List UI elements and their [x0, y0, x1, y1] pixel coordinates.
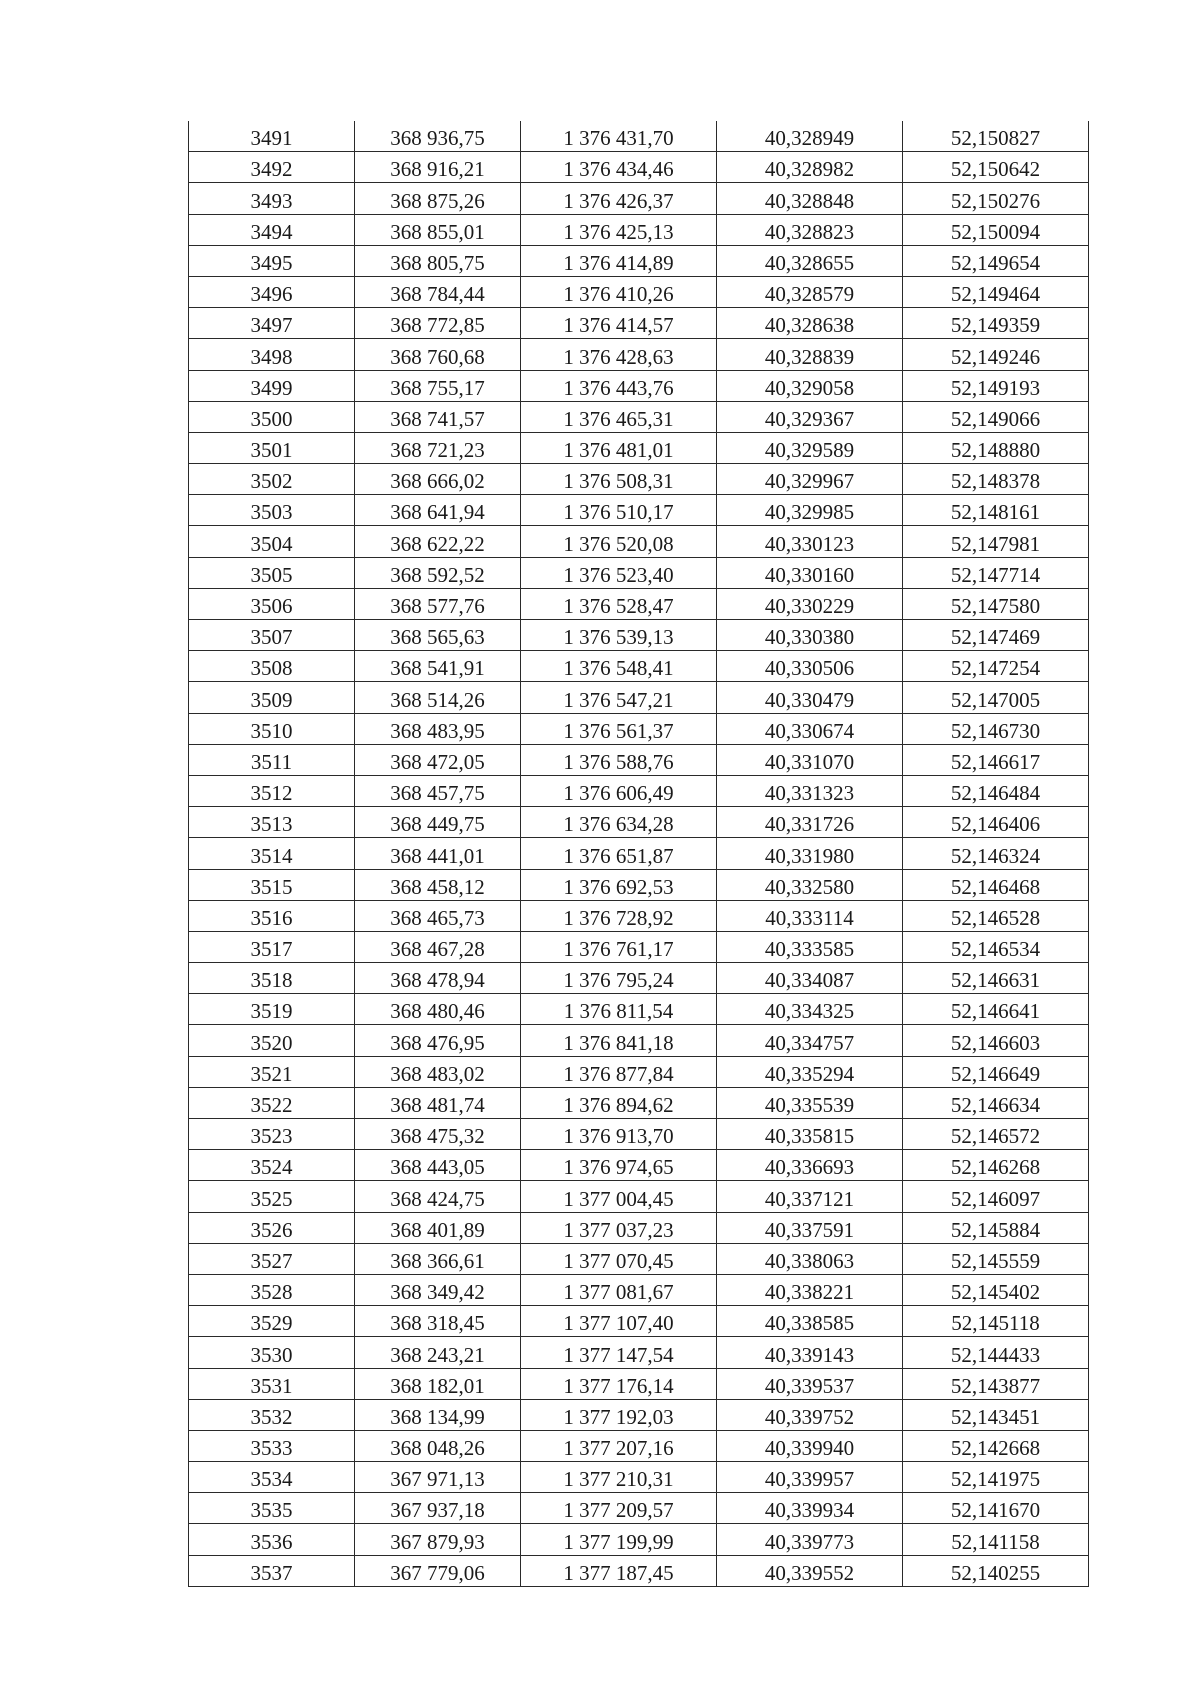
longitude-cell: 52,141158	[903, 1524, 1089, 1555]
y-coordinate-cell: 1 376 434,46	[521, 152, 717, 183]
y-coordinate-cell: 1 376 481,01	[521, 432, 717, 463]
x-coordinate-cell: 368 741,57	[355, 401, 521, 432]
table-row	[189, 963, 1089, 994]
latitude-cell: 40,337591	[717, 1212, 903, 1243]
y-coordinate-cell: 1 376 548,41	[521, 651, 717, 682]
latitude-cell: 40,331726	[717, 807, 903, 838]
y-coordinate-cell: 1 376 508,31	[521, 464, 717, 495]
table-row	[189, 401, 1089, 432]
x-coordinate-cell: 367 879,93	[355, 1524, 521, 1555]
x-coordinate-cell: 368 481,74	[355, 1087, 521, 1118]
latitude-cell: 40,329058	[717, 370, 903, 401]
x-coordinate-cell: 368 457,75	[355, 775, 521, 806]
y-coordinate-cell: 1 376 510,17	[521, 495, 717, 526]
longitude-cell: 52,147005	[903, 682, 1089, 713]
longitude-cell: 52,149654	[903, 245, 1089, 276]
table-row	[189, 557, 1089, 588]
point-number-cell: 3500	[189, 401, 355, 432]
point-number-cell: 3513	[189, 807, 355, 838]
x-coordinate-cell: 368 875,26	[355, 183, 521, 214]
table-row	[189, 1212, 1089, 1243]
latitude-cell: 40,330479	[717, 682, 903, 713]
longitude-cell: 52,146572	[903, 1119, 1089, 1150]
latitude-cell: 40,339143	[717, 1337, 903, 1368]
table-row	[189, 994, 1089, 1025]
longitude-cell: 52,146484	[903, 775, 1089, 806]
y-coordinate-cell: 1 377 147,54	[521, 1337, 717, 1368]
x-coordinate-cell: 368 458,12	[355, 869, 521, 900]
y-coordinate-cell: 1 376 692,53	[521, 869, 717, 900]
y-coordinate-cell: 1 377 037,23	[521, 1212, 717, 1243]
longitude-cell: 52,147254	[903, 651, 1089, 682]
longitude-cell: 52,146634	[903, 1087, 1089, 1118]
x-coordinate-cell: 368 936,75	[355, 121, 521, 152]
x-coordinate-cell: 368 541,91	[355, 651, 521, 682]
longitude-cell: 52,146649	[903, 1056, 1089, 1087]
latitude-cell: 40,339940	[717, 1430, 903, 1461]
point-number-cell: 3501	[189, 432, 355, 463]
x-coordinate-cell: 368 182,01	[355, 1368, 521, 1399]
latitude-cell: 40,335539	[717, 1087, 903, 1118]
latitude-cell: 40,339552	[717, 1555, 903, 1586]
longitude-cell: 52,146097	[903, 1181, 1089, 1212]
longitude-cell: 52,146730	[903, 713, 1089, 744]
latitude-cell: 40,339752	[717, 1399, 903, 1430]
latitude-cell: 40,329367	[717, 401, 903, 432]
longitude-cell: 52,141975	[903, 1462, 1089, 1493]
point-number-cell: 3502	[189, 464, 355, 495]
longitude-cell: 52,145884	[903, 1212, 1089, 1243]
x-coordinate-cell: 368 755,17	[355, 370, 521, 401]
latitude-cell: 40,328982	[717, 152, 903, 183]
y-coordinate-cell: 1 377 199,99	[521, 1524, 717, 1555]
y-coordinate-cell: 1 376 539,13	[521, 620, 717, 651]
point-number-cell: 3514	[189, 838, 355, 869]
longitude-cell: 52,141670	[903, 1493, 1089, 1524]
longitude-cell: 52,149246	[903, 339, 1089, 370]
table-row	[189, 1462, 1089, 1493]
latitude-cell: 40,333114	[717, 900, 903, 931]
y-coordinate-cell: 1 376 414,57	[521, 308, 717, 339]
y-coordinate-cell: 1 377 176,14	[521, 1368, 717, 1399]
latitude-cell: 40,338063	[717, 1243, 903, 1274]
x-coordinate-cell: 368 721,23	[355, 432, 521, 463]
x-coordinate-cell: 367 937,18	[355, 1493, 521, 1524]
latitude-cell: 40,338221	[717, 1274, 903, 1305]
latitude-cell: 40,328638	[717, 308, 903, 339]
latitude-cell: 40,330380	[717, 620, 903, 651]
y-coordinate-cell: 1 376 520,08	[521, 526, 717, 557]
longitude-cell: 52,146528	[903, 900, 1089, 931]
y-coordinate-cell: 1 376 606,49	[521, 775, 717, 806]
longitude-cell: 52,145559	[903, 1243, 1089, 1274]
y-coordinate-cell: 1 377 209,57	[521, 1493, 717, 1524]
y-coordinate-cell: 1 376 425,13	[521, 214, 717, 245]
x-coordinate-cell: 368 441,01	[355, 838, 521, 869]
y-coordinate-cell: 1 377 107,40	[521, 1306, 717, 1337]
point-number-cell: 3498	[189, 339, 355, 370]
table-row	[189, 1399, 1089, 1430]
y-coordinate-cell: 1 376 428,63	[521, 339, 717, 370]
longitude-cell: 52,143451	[903, 1399, 1089, 1430]
x-coordinate-cell: 368 855,01	[355, 214, 521, 245]
table-row	[189, 1306, 1089, 1337]
x-coordinate-cell: 368 318,45	[355, 1306, 521, 1337]
y-coordinate-cell: 1 377 070,45	[521, 1243, 717, 1274]
latitude-cell: 40,330506	[717, 651, 903, 682]
latitude-cell: 40,335294	[717, 1056, 903, 1087]
x-coordinate-cell: 368 916,21	[355, 152, 521, 183]
point-number-cell: 3524	[189, 1150, 355, 1181]
longitude-cell: 52,148378	[903, 464, 1089, 495]
point-number-cell: 3534	[189, 1462, 355, 1493]
longitude-cell: 52,146468	[903, 869, 1089, 900]
x-coordinate-cell: 368 666,02	[355, 464, 521, 495]
y-coordinate-cell: 1 377 210,31	[521, 1462, 717, 1493]
y-coordinate-cell: 1 376 465,31	[521, 401, 717, 432]
coordinates-table-body	[189, 121, 1089, 1586]
table-row	[189, 744, 1089, 775]
point-number-cell: 3497	[189, 308, 355, 339]
longitude-cell: 52,143877	[903, 1368, 1089, 1399]
table-row	[189, 152, 1089, 183]
latitude-cell: 40,334087	[717, 963, 903, 994]
y-coordinate-cell: 1 376 651,87	[521, 838, 717, 869]
x-coordinate-cell: 368 483,02	[355, 1056, 521, 1087]
table-row	[189, 495, 1089, 526]
latitude-cell: 40,330123	[717, 526, 903, 557]
longitude-cell: 52,146641	[903, 994, 1089, 1025]
latitude-cell: 40,338585	[717, 1306, 903, 1337]
x-coordinate-cell: 368 577,76	[355, 588, 521, 619]
table-row	[189, 651, 1089, 682]
latitude-cell: 40,328823	[717, 214, 903, 245]
table-row	[189, 245, 1089, 276]
coordinates-table	[188, 121, 1089, 1587]
longitude-cell: 52,146324	[903, 838, 1089, 869]
table-row	[189, 1025, 1089, 1056]
y-coordinate-cell: 1 376 431,70	[521, 121, 717, 152]
x-coordinate-cell: 368 048,26	[355, 1430, 521, 1461]
x-coordinate-cell: 368 641,94	[355, 495, 521, 526]
point-number-cell: 3536	[189, 1524, 355, 1555]
longitude-cell: 52,144433	[903, 1337, 1089, 1368]
longitude-cell: 52,146534	[903, 931, 1089, 962]
table-row	[189, 807, 1089, 838]
y-coordinate-cell: 1 376 811,54	[521, 994, 717, 1025]
point-number-cell: 3520	[189, 1025, 355, 1056]
table-row	[189, 620, 1089, 651]
latitude-cell: 40,339773	[717, 1524, 903, 1555]
point-number-cell: 3499	[189, 370, 355, 401]
table-row	[189, 1119, 1089, 1150]
latitude-cell: 40,328839	[717, 339, 903, 370]
latitude-cell: 40,328848	[717, 183, 903, 214]
table-row	[189, 900, 1089, 931]
longitude-cell: 52,149359	[903, 308, 1089, 339]
latitude-cell: 40,339934	[717, 1493, 903, 1524]
table-row	[189, 1087, 1089, 1118]
point-number-cell: 3530	[189, 1337, 355, 1368]
table-row	[189, 838, 1089, 869]
table-row	[189, 775, 1089, 806]
longitude-cell: 52,149066	[903, 401, 1089, 432]
y-coordinate-cell: 1 376 547,21	[521, 682, 717, 713]
longitude-cell: 52,149464	[903, 276, 1089, 307]
x-coordinate-cell: 368 805,75	[355, 245, 521, 276]
longitude-cell: 52,150827	[903, 121, 1089, 152]
point-number-cell: 3525	[189, 1181, 355, 1212]
longitude-cell: 52,149193	[903, 370, 1089, 401]
latitude-cell: 40,331980	[717, 838, 903, 869]
point-number-cell: 3529	[189, 1306, 355, 1337]
point-number-cell: 3507	[189, 620, 355, 651]
latitude-cell: 40,329589	[717, 432, 903, 463]
x-coordinate-cell: 368 483,95	[355, 713, 521, 744]
longitude-cell: 52,148880	[903, 432, 1089, 463]
longitude-cell: 52,147981	[903, 526, 1089, 557]
longitude-cell: 52,146631	[903, 963, 1089, 994]
point-number-cell: 3506	[189, 588, 355, 619]
point-number-cell: 3505	[189, 557, 355, 588]
x-coordinate-cell: 368 243,21	[355, 1337, 521, 1368]
y-coordinate-cell: 1 376 443,76	[521, 370, 717, 401]
point-number-cell: 3510	[189, 713, 355, 744]
point-number-cell: 3523	[189, 1119, 355, 1150]
point-number-cell: 3527	[189, 1243, 355, 1274]
table-row	[189, 464, 1089, 495]
table-row	[189, 1181, 1089, 1212]
latitude-cell: 40,331323	[717, 775, 903, 806]
table-row	[189, 1524, 1089, 1555]
latitude-cell: 40,335815	[717, 1119, 903, 1150]
y-coordinate-cell: 1 377 004,45	[521, 1181, 717, 1212]
latitude-cell: 40,328655	[717, 245, 903, 276]
latitude-cell: 40,330229	[717, 588, 903, 619]
x-coordinate-cell: 368 443,05	[355, 1150, 521, 1181]
point-number-cell: 3519	[189, 994, 355, 1025]
point-number-cell: 3494	[189, 214, 355, 245]
table-row	[189, 1555, 1089, 1586]
longitude-cell: 52,147469	[903, 620, 1089, 651]
latitude-cell: 40,328949	[717, 121, 903, 152]
y-coordinate-cell: 1 377 192,03	[521, 1399, 717, 1430]
point-number-cell: 3491	[189, 121, 355, 152]
table-row	[189, 713, 1089, 744]
latitude-cell: 40,332580	[717, 869, 903, 900]
point-number-cell: 3518	[189, 963, 355, 994]
point-number-cell: 3512	[189, 775, 355, 806]
latitude-cell: 40,331070	[717, 744, 903, 775]
y-coordinate-cell: 1 376 728,92	[521, 900, 717, 931]
longitude-cell: 52,150276	[903, 183, 1089, 214]
x-coordinate-cell: 367 971,13	[355, 1462, 521, 1493]
point-number-cell: 3504	[189, 526, 355, 557]
x-coordinate-cell: 368 565,63	[355, 620, 521, 651]
point-number-cell: 3526	[189, 1212, 355, 1243]
x-coordinate-cell: 368 424,75	[355, 1181, 521, 1212]
x-coordinate-cell: 368 465,73	[355, 900, 521, 931]
table-row	[189, 432, 1089, 463]
table-row	[189, 931, 1089, 962]
y-coordinate-cell: 1 376 761,17	[521, 931, 717, 962]
y-coordinate-cell: 1 376 426,37	[521, 183, 717, 214]
y-coordinate-cell: 1 376 634,28	[521, 807, 717, 838]
table-row	[189, 1337, 1089, 1368]
point-number-cell: 3492	[189, 152, 355, 183]
longitude-cell: 52,150642	[903, 152, 1089, 183]
longitude-cell: 52,150094	[903, 214, 1089, 245]
latitude-cell: 40,339957	[717, 1462, 903, 1493]
x-coordinate-cell: 368 467,28	[355, 931, 521, 962]
point-number-cell: 3533	[189, 1430, 355, 1461]
x-coordinate-cell: 367 779,06	[355, 1555, 521, 1586]
point-number-cell: 3517	[189, 931, 355, 962]
latitude-cell: 40,333585	[717, 931, 903, 962]
longitude-cell: 52,148161	[903, 495, 1089, 526]
x-coordinate-cell: 368 784,44	[355, 276, 521, 307]
longitude-cell: 52,142668	[903, 1430, 1089, 1461]
longitude-cell: 52,145118	[903, 1306, 1089, 1337]
latitude-cell: 40,330674	[717, 713, 903, 744]
point-number-cell: 3531	[189, 1368, 355, 1399]
longitude-cell: 52,146268	[903, 1150, 1089, 1181]
point-number-cell: 3521	[189, 1056, 355, 1087]
latitude-cell: 40,329985	[717, 495, 903, 526]
point-number-cell: 3528	[189, 1274, 355, 1305]
y-coordinate-cell: 1 377 081,67	[521, 1274, 717, 1305]
y-coordinate-cell: 1 376 877,84	[521, 1056, 717, 1087]
x-coordinate-cell: 368 476,95	[355, 1025, 521, 1056]
table-row	[189, 526, 1089, 557]
point-number-cell: 3495	[189, 245, 355, 276]
longitude-cell: 52,140255	[903, 1555, 1089, 1586]
table-row	[189, 276, 1089, 307]
y-coordinate-cell: 1 376 561,37	[521, 713, 717, 744]
table-row	[189, 121, 1089, 152]
table-row	[189, 1493, 1089, 1524]
longitude-cell: 52,146603	[903, 1025, 1089, 1056]
table-row	[189, 1274, 1089, 1305]
table-row	[189, 588, 1089, 619]
point-number-cell: 3511	[189, 744, 355, 775]
x-coordinate-cell: 368 134,99	[355, 1399, 521, 1430]
x-coordinate-cell: 368 366,61	[355, 1243, 521, 1274]
longitude-cell: 52,146617	[903, 744, 1089, 775]
table-row	[189, 214, 1089, 245]
y-coordinate-cell: 1 376 528,47	[521, 588, 717, 619]
point-number-cell: 3516	[189, 900, 355, 931]
longitude-cell: 52,147580	[903, 588, 1089, 619]
point-number-cell: 3532	[189, 1399, 355, 1430]
longitude-cell: 52,146406	[903, 807, 1089, 838]
x-coordinate-cell: 368 349,42	[355, 1274, 521, 1305]
latitude-cell: 40,339537	[717, 1368, 903, 1399]
x-coordinate-cell: 368 480,46	[355, 994, 521, 1025]
y-coordinate-cell: 1 376 841,18	[521, 1025, 717, 1056]
y-coordinate-cell: 1 377 207,16	[521, 1430, 717, 1461]
point-number-cell: 3515	[189, 869, 355, 900]
table-row	[189, 1368, 1089, 1399]
point-number-cell: 3493	[189, 183, 355, 214]
y-coordinate-cell: 1 376 913,70	[521, 1119, 717, 1150]
table-row	[189, 682, 1089, 713]
point-number-cell: 3522	[189, 1087, 355, 1118]
latitude-cell: 40,330160	[717, 557, 903, 588]
point-number-cell: 3535	[189, 1493, 355, 1524]
table-row	[189, 183, 1089, 214]
latitude-cell: 40,337121	[717, 1181, 903, 1212]
table-row	[189, 370, 1089, 401]
y-coordinate-cell: 1 376 410,26	[521, 276, 717, 307]
table-row	[189, 1150, 1089, 1181]
y-coordinate-cell: 1 376 894,62	[521, 1087, 717, 1118]
y-coordinate-cell: 1 376 414,89	[521, 245, 717, 276]
x-coordinate-cell: 368 592,52	[355, 557, 521, 588]
table-row	[189, 308, 1089, 339]
latitude-cell: 40,334325	[717, 994, 903, 1025]
point-number-cell: 3496	[189, 276, 355, 307]
y-coordinate-cell: 1 376 588,76	[521, 744, 717, 775]
x-coordinate-cell: 368 772,85	[355, 308, 521, 339]
table-row	[189, 1430, 1089, 1461]
longitude-cell: 52,145402	[903, 1274, 1089, 1305]
y-coordinate-cell: 1 376 523,40	[521, 557, 717, 588]
x-coordinate-cell: 368 472,05	[355, 744, 521, 775]
table-row	[189, 339, 1089, 370]
latitude-cell: 40,328579	[717, 276, 903, 307]
y-coordinate-cell: 1 377 187,45	[521, 1555, 717, 1586]
point-number-cell: 3503	[189, 495, 355, 526]
x-coordinate-cell: 368 478,94	[355, 963, 521, 994]
point-number-cell: 3537	[189, 1555, 355, 1586]
latitude-cell: 40,336693	[717, 1150, 903, 1181]
table-row	[189, 1243, 1089, 1274]
table-row	[189, 1056, 1089, 1087]
x-coordinate-cell: 368 622,22	[355, 526, 521, 557]
x-coordinate-cell: 368 401,89	[355, 1212, 521, 1243]
point-number-cell: 3509	[189, 682, 355, 713]
point-number-cell: 3508	[189, 651, 355, 682]
x-coordinate-cell: 368 514,26	[355, 682, 521, 713]
x-coordinate-cell: 368 449,75	[355, 807, 521, 838]
latitude-cell: 40,329967	[717, 464, 903, 495]
y-coordinate-cell: 1 376 795,24	[521, 963, 717, 994]
y-coordinate-cell: 1 376 974,65	[521, 1150, 717, 1181]
x-coordinate-cell: 368 475,32	[355, 1119, 521, 1150]
longitude-cell: 52,147714	[903, 557, 1089, 588]
latitude-cell: 40,334757	[717, 1025, 903, 1056]
table-row	[189, 869, 1089, 900]
x-coordinate-cell: 368 760,68	[355, 339, 521, 370]
